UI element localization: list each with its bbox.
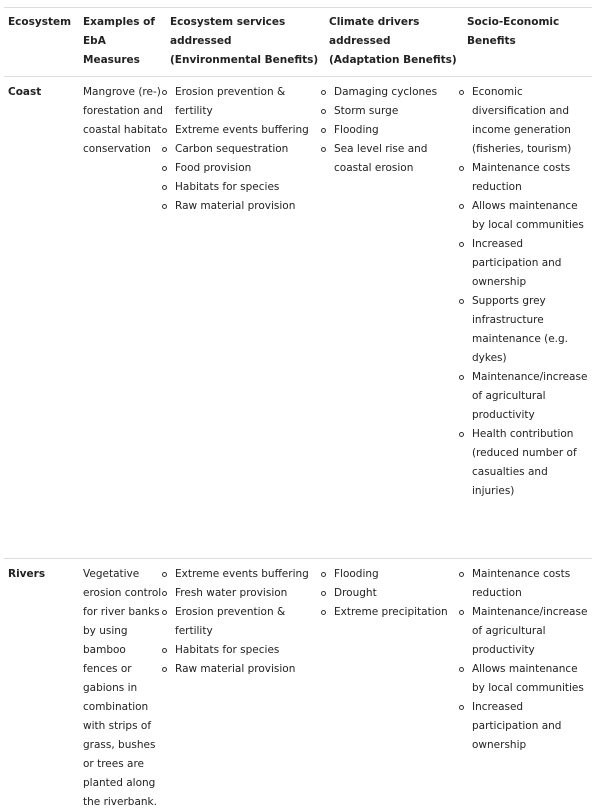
header-services: Ecosystem services addressed (Environmental Benefits)	[170, 16, 319, 66]
list-item: Maintenance costs reduction	[458, 159, 586, 197]
list-item: Maintenance/increase of agricultural productivity	[458, 603, 586, 660]
list-item: Maintenance/increase of agricultural productivity	[458, 368, 586, 425]
drivers-list-coast	[320, 83, 458, 178]
table-top-border	[4, 7, 592, 8]
row-measures-coast: Mangrove (re-) forestation and coastal habitat conservation	[83, 86, 163, 155]
socio-list-coast	[458, 83, 586, 501]
list-item: Erosion prevention & fertility	[161, 603, 321, 641]
list-item: Erosion prevention & fertility	[161, 83, 321, 121]
list-item: Extreme precipitation	[320, 603, 458, 622]
row-ecosystem-rivers: Rivers	[8, 568, 46, 580]
list-item: Sea level rise and coastal erosion	[320, 140, 458, 178]
list-item: Habitats for species	[161, 641, 321, 660]
socio-list-rivers	[458, 565, 586, 755]
services-list-rivers	[161, 565, 321, 679]
list-item: Maintenance costs reduction	[458, 565, 586, 603]
list-item: Economic diversification and income generation (fisheries, tourism)	[458, 83, 586, 159]
list-item: Supports grey infrastructure maintenance (e.g. dykes)	[458, 292, 586, 368]
list-item: Drought	[320, 584, 458, 603]
list-item: Flooding	[320, 121, 458, 140]
header-divider	[4, 76, 592, 77]
list-item: Storm surge	[320, 102, 458, 121]
list-item: Raw material provision	[161, 197, 321, 216]
list-item: Carbon sequestration	[161, 140, 321, 159]
header-socio: Socio-Economic Benefits	[467, 16, 560, 47]
list-item: Allows maintenance by local communities	[458, 197, 586, 235]
header-drivers: Climate drivers addressed (Adaptation Benefits)	[329, 16, 457, 66]
list-item: Raw material provision	[161, 660, 321, 679]
list-item: Fresh water provision	[161, 584, 321, 603]
list-item: Food provision	[161, 159, 321, 178]
row-divider	[4, 558, 592, 559]
list-item: Habitats for species	[161, 178, 321, 197]
list-item: Increased participation and ownership	[458, 235, 586, 292]
services-list-coast	[161, 83, 321, 216]
header-measures: Examples of EbA Measures	[83, 16, 155, 66]
list-item: Health contribution (reduced number of casualties and injuries)	[458, 425, 586, 501]
list-item: Allows maintenance by local communities	[458, 660, 586, 698]
header-ecosystem: Ecosystem	[8, 16, 72, 28]
drivers-list-rivers	[320, 565, 458, 622]
list-item: Damaging cyclones	[320, 83, 458, 102]
list-item: Extreme events buffering	[161, 565, 321, 584]
row-measures-rivers: Vegetative erosion control for river banks by using bamboo fences or gabions in combination with strips of grass, bushes or trees are planted along the riverbank.	[83, 568, 162, 808]
list-item: Flooding	[320, 565, 458, 584]
list-item: Extreme events buffering	[161, 121, 321, 140]
row-ecosystem-coast: Coast	[8, 86, 42, 98]
list-item: Increased participation and ownership	[458, 698, 586, 755]
